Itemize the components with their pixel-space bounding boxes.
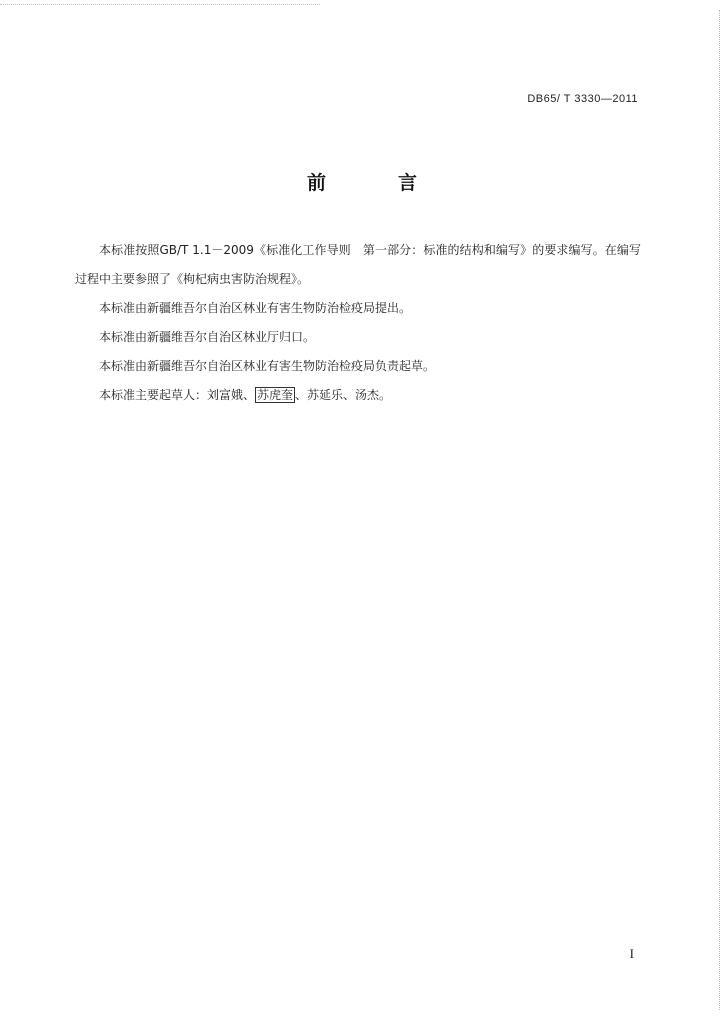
page-title-char-2: 言: [398, 172, 418, 194]
paragraph-proposer: 本标准由新疆维吾尔自治区林业有害生物防治检疫局提出。: [99, 301, 412, 315]
scan-artifact-right-edge: [718, 10, 720, 1010]
drafters-prefix: 本标准主要起草人：刘富娥、: [99, 388, 256, 402]
standard-code: DB65/ T 3330—2011: [527, 93, 638, 105]
page-number: I: [629, 946, 634, 961]
page-title: [0, 168, 724, 195]
paragraph-administrator: 本标准由新疆维吾尔自治区林业厅归口。: [99, 330, 316, 344]
paragraph-drafting-basis: 本标准按照GB/T 1.1－2009《标准化工作导则 第一部分：标准的结构和编写》的要求编写。在编写过程中主要参照了《枸杞病虫害防治规程》。: [75, 243, 641, 286]
paragraph-drafters: [75, 381, 641, 410]
foreword-body: [75, 236, 641, 410]
drafters-suffix: 、苏延乐、汤杰。: [295, 388, 392, 402]
scan-artifact-top: [0, 4, 320, 6]
page-title-char-1: 前: [306, 172, 326, 194]
paragraph-drafting-unit: 本标准由新疆维吾尔自治区林业有害生物防治检疫局负责起草。: [99, 359, 436, 373]
drafter-name-boxed: 苏虎奎: [257, 388, 294, 402]
